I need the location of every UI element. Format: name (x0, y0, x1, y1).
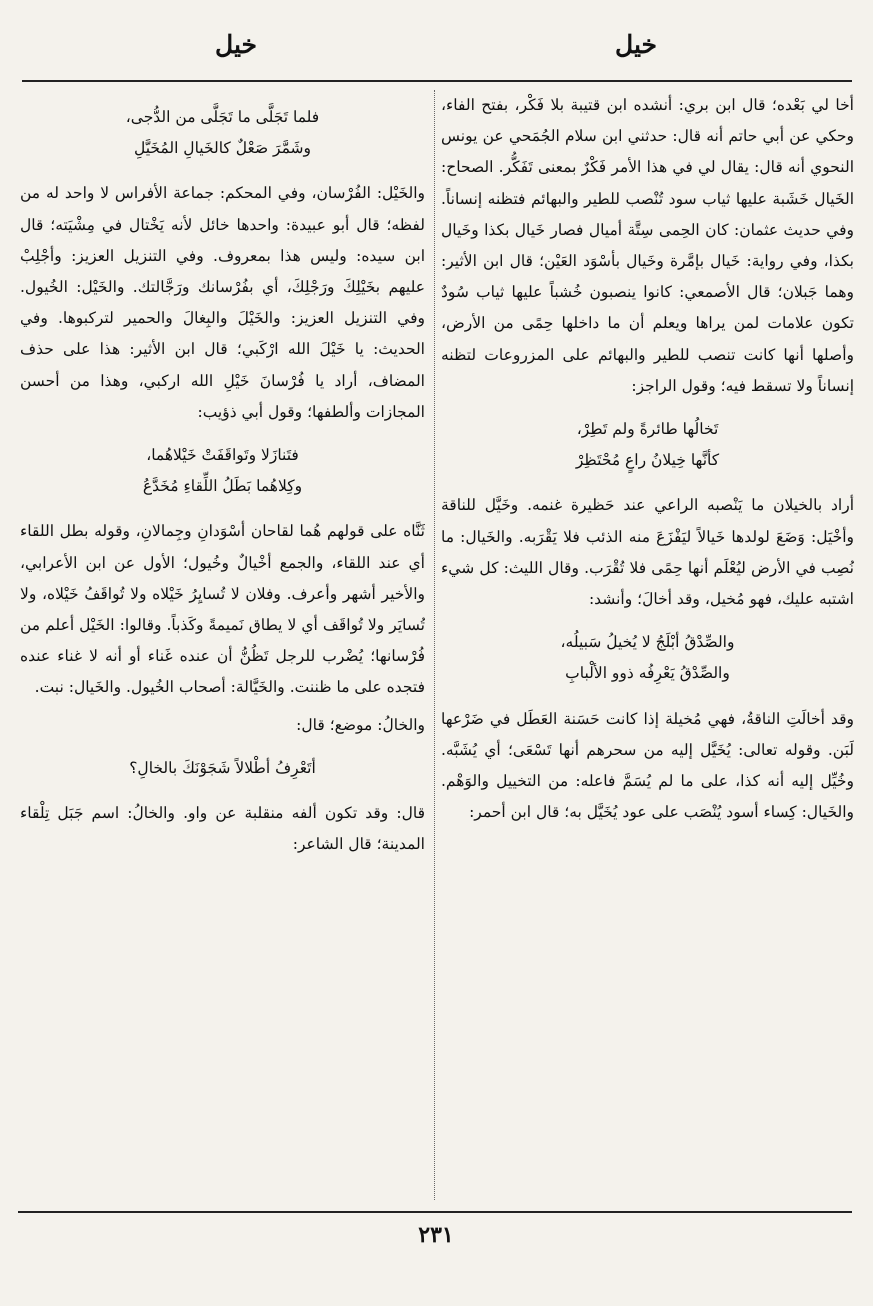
verse-line: والصِّدْقُ يَعْرِفُه ذوو الألْبابِ (565, 664, 730, 683)
footer-rule (18, 1211, 852, 1213)
verse (20, 102, 425, 164)
left-column (20, 90, 425, 1200)
paragraph: والخَيْل: الفُرْسان، وفي المحكم: جماعة الأفراس لا واحد له من لفظه؛ قال أبو عبيدة: واحدها خائل لأنه يَخْتال في مِشْيَته؛ قال ابن سيده: وليس هذا بمعروف. وفي التنزيل العزيز: وأجْلِبْ عليهم بخَيْلِكَ ورَجْلِكَ، أي بفُرْسانك ورَجَّالتك. والخَيْل: الخُيول. وفي التنزيل العزيز: والخَيْلَ والبِغالَ والحمير لتركبوها. وفي الحديث: يا خَيْلَ الله ارْكَبي؛ قال ابن الأثير: هذا على حذف المضاف، أراد يا فُرْسانَ خَيْلِ الله اركبي، وهذا من أحسن المجازات وألطفها؛ وقول أبي ذؤيب: (20, 184, 425, 421)
paragraph: قال: وقد تكون ألفه منقلبة عن واو. والخالُ: اسم جَبَل تِلْقاء المدينة؛ قال الشاعر: (20, 804, 425, 854)
verse-line: فتَنازَلا وتَواقَفَتْ خَيْلاهُما، (146, 446, 299, 465)
verse-line: وكِلاهُما بَطَلُ اللِّقاءِ مُخَدَّعُ (142, 477, 303, 496)
paragraph: ثَنَّاه على قولهم هُما لقاحان أسْوَدانِ وجِمالانِ، وقوله بطل اللقاء أي عند اللقاء، والجمع أخْيالٌ وخُيول؛ الأول عن ابن الأعرابي، والأخير أشهر وأعرف. وفلان لا تُسايِرُ خَيْلاه ولا تُواقَفُ خَيْلاه، ولا تُسايَر ولا تُواقَف أي لا يطاق نَميمةً وكَذباً. وقالوا: الخَيْل أعلم من فُرْسانها؛ يُضْرب للرجل تَظُنُّ أن عنده غَناء أو أنه لا غناء عنده فتجده على ما ظننت. والخَيَّالة: أصحاب الخُيول. والخَيال: نبت. (20, 522, 425, 697)
verse (20, 440, 425, 502)
verse-line: وشَمَّرَ صَعْلٌ كالخَيالِ المُخَيَّلِ (133, 139, 312, 158)
page-number: ٢٣١ (418, 1222, 454, 1248)
running-header-right: خيل (615, 30, 657, 59)
verse (20, 753, 425, 784)
header-rule (22, 80, 852, 82)
running-header-left: خيل (215, 30, 257, 59)
verse-line: كأنَّها خِيلانُ راعٍ مُحْتَظِرْ (575, 451, 720, 470)
verse (441, 627, 854, 689)
paragraph: والخالُ: موضع؛ قال: (296, 715, 425, 734)
right-column (441, 90, 854, 1200)
paragraph: أخا لي بَعْده؛ قال ابن بري: أنشده ابن قتيبة بلا فَكْر، بفتح الفاء، وحكي عن أبي حاتم أنه قال: حدثني ابن سلام الجُمَحي عن يونس النحوي أنه قال: يقال لي في هذا الأمر فَكْرٌ بمعنى تَفَكُّر. الصحاح: الخَيال خَشَبة عليها ثياب سود تُنْصب للطير والبهائم فتظنه إنساناً. وفي حديث عثمان: كان الحِمى سِتَّة أميال فصار خَيال بكذا وخَيال بكذا، وفي رواية: خَيال بإمَّرة وخَيال بأسْوَد العَيْن؛ قال ابن الأثير: وهما جَبلان؛ قال الأصمعي: كانوا ينصبون خُشباً عليها ثياب سُودٌ تكون علامات لمن يراها ويعلم أن ما داخلها حِمًى من الأرض، وأصلها أنها كانت تنصب للطير والبهائم على المزروعات لتظنه إنساناً ولا تسقط فيه؛ وقول الراجز: (441, 96, 854, 395)
verse-line: أتَعْرِفُ أطْلالاً شَجَوْنَكَ بالخالِ؟ (129, 758, 316, 777)
paragraph: أراد بالخيلان ما يَنْصبه الراعي عند حَظيرة غنمه. وخَيَّل للناقة وأخْيَل: وَضَعَ لولدها خَيالاً ليَفْزَعَ منه الذئب فلا يَقْرَبه. والخَيال: ما نُصِب في الأرض ليُعْلَم أنها حِمًى فلا تُقْرَب. وقال الليث: كل شيء اشتبه عليك، فهو مُخيل، وقد أخالَ؛ وأنشد: (441, 496, 854, 609)
column-separator (434, 90, 435, 1200)
verse-line: والصِّدْقُ أبْلَجُ لا يُخيلُ سَبيلُه، (560, 633, 735, 652)
paragraph: وقد أخالَتِ الناقةُ، فهي مُخيلة إذا كانت حَسَنة العَطَل في ضَرْعها لَبَن. وقوله تعالى: يُخَيَّل إليه من سحرهم أنها تَسْعَى؛ أي يُشَبَّه. وخُيِّل إليه أنه كذا، على ما لم يُسَمَّ فاعله: من التخييل والوَهْم. والخَيال: كِساء أسود يُنْصَب على عود يُخَيَّل به؛ قال ابن أحمر: (441, 709, 854, 822)
verse-line: فلما تَجَلَّى ما تَجَلَّى من الدُّجى، (125, 108, 320, 126)
verse-line: تَخالُها طائرةً ولم تَطِرْ، (576, 420, 719, 439)
verse (441, 414, 854, 476)
